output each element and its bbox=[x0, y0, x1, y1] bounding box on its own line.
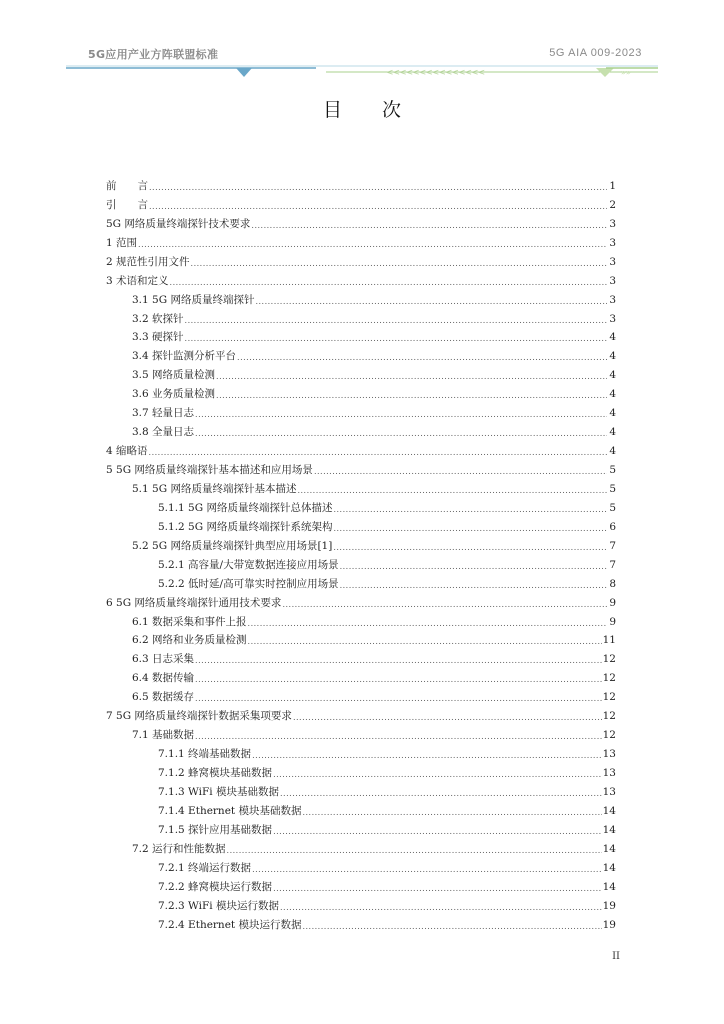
header-decoration bbox=[66, 62, 658, 82]
toc-dot-leader bbox=[252, 750, 602, 761]
toc-entry[interactable] bbox=[106, 363, 616, 382]
toc-dot-leader bbox=[149, 182, 607, 193]
toc-entry[interactable] bbox=[106, 496, 616, 515]
toc-entry-label: 6.5 数据缓存 bbox=[132, 691, 195, 704]
toc-entry-page: 12 bbox=[602, 653, 616, 666]
toc-entry-page: 1 bbox=[609, 179, 616, 192]
toc-entry-page: 14 bbox=[602, 861, 616, 874]
toc-entry-label: 7.2 运行和性能数据 bbox=[132, 842, 226, 855]
toc-entry[interactable] bbox=[106, 326, 616, 345]
toc-dot-leader bbox=[280, 902, 602, 913]
toc-entry-page: 12 bbox=[602, 672, 616, 685]
toc-dot-leader bbox=[195, 731, 602, 742]
toc-dot-leader bbox=[255, 296, 607, 307]
toc-dot-leader bbox=[185, 333, 607, 344]
toc-entry-page: 14 bbox=[602, 880, 616, 893]
toc-entry-label: 5.1.1 5G 网络质量终端探针总体描述 bbox=[158, 501, 333, 514]
toc-entry[interactable] bbox=[106, 704, 616, 723]
toc-dot-leader bbox=[138, 239, 607, 250]
toc-entry-label: 5G 网络质量终端探针技术要求 bbox=[106, 217, 251, 230]
toc-entry[interactable] bbox=[106, 629, 616, 648]
toc-entry-label: 引 言 bbox=[106, 198, 148, 211]
toc-dot-leader bbox=[216, 371, 607, 382]
toc-dot-leader bbox=[280, 788, 602, 799]
toc-entry-label: 7.2.1 终端运行数据 bbox=[158, 861, 252, 874]
toc-entry-page: 12 bbox=[602, 729, 616, 742]
toc-entry-label: 3.5 网络质量检测 bbox=[132, 369, 216, 382]
page-number: II bbox=[612, 951, 620, 962]
toc-entry-page: 8 bbox=[609, 577, 616, 590]
toc-dot-leader bbox=[273, 826, 602, 837]
toc-entry-page: 12 bbox=[602, 691, 616, 704]
toc-entry[interactable] bbox=[106, 856, 616, 875]
page-title: 目次 bbox=[322, 99, 441, 121]
toc-entry-page: 5 bbox=[609, 464, 616, 476]
toc-entry[interactable] bbox=[106, 382, 616, 401]
toc-entry-label: 6.4 数据传输 bbox=[132, 672, 195, 685]
toc-entry-label: 6 5G 网络质量终端探针通用技术要求 bbox=[106, 596, 282, 609]
toc-entry[interactable] bbox=[106, 515, 616, 534]
toc-entry[interactable] bbox=[106, 401, 616, 420]
toc-dot-leader bbox=[340, 561, 607, 572]
toc-entry-label: 7 5G 网络质量终端探针数据采集项要求 bbox=[106, 710, 292, 723]
toc-dot-leader bbox=[195, 428, 607, 439]
toc-entry[interactable] bbox=[106, 666, 616, 685]
header-standard-name: 5G应用产业方阵联盟标准 bbox=[88, 48, 219, 61]
toc-entry-page: 14 bbox=[602, 823, 616, 836]
toc-dot-leader bbox=[216, 390, 607, 401]
toc-entry[interactable] bbox=[106, 780, 616, 799]
toc-entry-page: 4 bbox=[609, 426, 616, 439]
toc-entry-label: 7.2.3 WiFi 模块运行数据 bbox=[158, 899, 280, 912]
toc-entry-label: 7.1 基础数据 bbox=[132, 729, 195, 742]
toc-entry-page: 6 bbox=[609, 520, 616, 533]
toc-entry-page: 2 bbox=[609, 198, 616, 211]
toc-entry-page: 4 bbox=[609, 407, 616, 420]
toc-entry-page: 3 bbox=[609, 255, 616, 268]
toc-entry[interactable] bbox=[106, 439, 616, 458]
toc-dot-leader bbox=[195, 674, 602, 685]
toc-dot-leader bbox=[149, 201, 607, 212]
toc-entry-label: 5.1.2 5G 网络质量终端探针系统架构 bbox=[158, 520, 333, 533]
toc-dot-leader bbox=[185, 315, 607, 326]
toc-entry[interactable] bbox=[106, 761, 616, 780]
toc-entry[interactable] bbox=[106, 534, 616, 553]
toc-entry-page: 19 bbox=[602, 918, 616, 931]
toc-entry[interactable] bbox=[106, 591, 616, 610]
header-standard-number: 5G AIA 009-2023 bbox=[549, 47, 642, 59]
toc-entry-label: 7.2.2 蜂窝模块运行数据 bbox=[158, 880, 273, 893]
toc-dot-leader bbox=[282, 599, 607, 610]
toc-entry-page: 13 bbox=[602, 748, 616, 761]
toc-entry-label: 7.1.4 Ethernet 模块基础数据 bbox=[158, 804, 302, 817]
toc-entry-label: 7.1.3 WiFi 模块基础数据 bbox=[158, 785, 280, 798]
toc-entry[interactable] bbox=[106, 288, 616, 307]
toc-entry-page: 4 bbox=[609, 369, 616, 382]
toc-entry-page: 11 bbox=[602, 634, 616, 647]
toc-dot-leader bbox=[149, 447, 607, 458]
toc-entry-label: 6.2 网络和业务质量检测 bbox=[132, 634, 247, 647]
toc-entry-page: 14 bbox=[602, 842, 616, 855]
toc-entry-label: 7.1.1 终端基础数据 bbox=[158, 748, 252, 761]
toc-entry-label: 7.1.2 蜂窝模块基础数据 bbox=[158, 767, 273, 779]
toc-entry[interactable] bbox=[106, 685, 616, 704]
toc-entry-label: 前 言 bbox=[106, 179, 148, 192]
toc-dot-leader bbox=[170, 277, 607, 288]
toc-entry-label: 5.2.1 高容量/大带宽数据连接应用场景 bbox=[158, 558, 339, 571]
toc-entry[interactable] bbox=[106, 477, 616, 496]
toc-entry[interactable] bbox=[106, 193, 616, 212]
toc-entry-label: 2 规范性引用文件 bbox=[106, 255, 190, 268]
toc-entry-page: 4 bbox=[609, 388, 616, 401]
toc-entry-page: 14 bbox=[602, 804, 616, 817]
toc-entry[interactable] bbox=[106, 250, 616, 269]
toc-entry-page: 13 bbox=[602, 785, 616, 798]
toc-dot-leader bbox=[248, 618, 607, 629]
toc-entry[interactable] bbox=[106, 875, 616, 894]
toc-entry-page: 9 bbox=[609, 596, 616, 609]
toc-entry-label: 5.1 5G 网络质量终端探针基本描述 bbox=[132, 482, 297, 495]
toc-entry-page: 7 bbox=[609, 558, 616, 571]
toc-entry-label: 6.3 日志采集 bbox=[132, 653, 195, 666]
toc-dot-leader bbox=[293, 712, 602, 723]
toc-entry-label: 1 范围 bbox=[106, 236, 138, 249]
toc-entry[interactable] bbox=[106, 572, 616, 591]
toc-entry-page: 7 bbox=[609, 539, 616, 552]
svg-text:»»: »» bbox=[621, 68, 631, 77]
toc-entry[interactable] bbox=[106, 344, 616, 363]
toc-entry-page: 9 bbox=[609, 615, 616, 628]
toc-entry-page: 3 bbox=[609, 217, 616, 230]
toc-dot-leader bbox=[302, 921, 601, 932]
toc-entry[interactable] bbox=[106, 174, 616, 193]
toc-entry-page: 4 bbox=[609, 331, 616, 344]
toc-dot-leader bbox=[333, 504, 607, 515]
toc-dot-leader bbox=[248, 636, 602, 647]
toc-entry-page: 5 bbox=[609, 501, 616, 514]
toc-entry-label: 3.4 探针监测分析平台 bbox=[132, 350, 237, 363]
toc-entry-page: 13 bbox=[602, 767, 616, 779]
toc-entry[interactable] bbox=[106, 307, 616, 326]
toc-entry[interactable] bbox=[106, 742, 616, 761]
toc-entry-label: 3.6 业务质量检测 bbox=[132, 388, 216, 401]
toc-dot-leader bbox=[251, 220, 607, 231]
toc-entry[interactable] bbox=[106, 212, 616, 231]
toc-dot-leader bbox=[237, 352, 607, 363]
toc-dot-leader bbox=[273, 769, 602, 780]
toc-entry-label: 4 缩略语 bbox=[106, 445, 148, 458]
table-of-contents bbox=[106, 174, 616, 932]
toc-entry-label: 3.3 硬探针 bbox=[132, 331, 184, 344]
toc-entry[interactable] bbox=[106, 553, 616, 572]
toc-dot-leader bbox=[273, 883, 602, 894]
toc-entry-label: 3.1 5G 网络质量终端探针 bbox=[132, 293, 255, 306]
toc-entry-page: 12 bbox=[602, 710, 616, 723]
toc-entry-label: 6.1 数据采集和事件上报 bbox=[132, 615, 247, 628]
toc-entry-label: 3 术语和定义 bbox=[106, 274, 169, 287]
toc-entry-page: 3 bbox=[609, 293, 616, 306]
toc-dot-leader bbox=[191, 258, 607, 269]
toc-dot-leader bbox=[195, 655, 602, 666]
toc-entry[interactable] bbox=[106, 231, 616, 250]
toc-dot-leader bbox=[195, 409, 607, 420]
toc-dot-leader bbox=[297, 485, 607, 496]
toc-dot-leader bbox=[227, 845, 602, 856]
toc-entry[interactable] bbox=[106, 818, 616, 837]
toc-entry-label: 3.7 轻量日志 bbox=[132, 407, 195, 420]
toc-entry-page: 5 bbox=[609, 482, 616, 495]
toc-entry[interactable] bbox=[106, 894, 616, 913]
toc-entry[interactable] bbox=[106, 837, 616, 856]
toc-entry[interactable] bbox=[106, 799, 616, 818]
toc-entry-page: 3 bbox=[609, 236, 616, 249]
toc-entry-page: 3 bbox=[609, 274, 616, 287]
toc-entry[interactable] bbox=[106, 723, 616, 742]
toc-dot-leader bbox=[302, 807, 601, 818]
toc-dot-leader bbox=[314, 466, 607, 477]
toc-entry[interactable] bbox=[106, 269, 616, 288]
toc-entry[interactable] bbox=[106, 420, 616, 439]
toc-entry-label: 7.1.5 探针应用基础数据 bbox=[158, 823, 273, 836]
toc-entry-label: 5.2.2 低时延/高可靠实时控制应用场景 bbox=[158, 577, 339, 590]
toc-dot-leader bbox=[340, 580, 607, 591]
toc-dot-leader bbox=[252, 864, 602, 875]
toc-entry[interactable] bbox=[106, 647, 616, 666]
toc-entry-page: 3 bbox=[609, 312, 616, 325]
toc-dot-leader bbox=[333, 523, 607, 534]
toc-entry-label: 3.8 全量日志 bbox=[132, 426, 195, 439]
toc-entry[interactable] bbox=[106, 913, 616, 932]
toc-entry-label: 5 5G 网络质量终端探针基本描述和应用场景 bbox=[106, 464, 313, 476]
header-chevrons: <<<<<<<<<<<<<<< bbox=[386, 68, 485, 78]
toc-entry[interactable] bbox=[106, 610, 616, 629]
toc-entry[interactable] bbox=[106, 458, 616, 477]
toc-entry-page: 4 bbox=[609, 445, 616, 458]
toc-dot-leader bbox=[195, 693, 602, 704]
toc-entry-label: 7.2.4 Ethernet 模块运行数据 bbox=[158, 918, 302, 931]
toc-entry-page: 19 bbox=[602, 899, 616, 912]
toc-entry-label: 3.2 软探针 bbox=[132, 312, 184, 325]
toc-entry-page: 4 bbox=[609, 350, 616, 363]
toc-entry-label: 5.2 5G 网络质量终端探针典型应用场景[1] bbox=[132, 539, 333, 552]
toc-dot-leader bbox=[333, 542, 607, 553]
